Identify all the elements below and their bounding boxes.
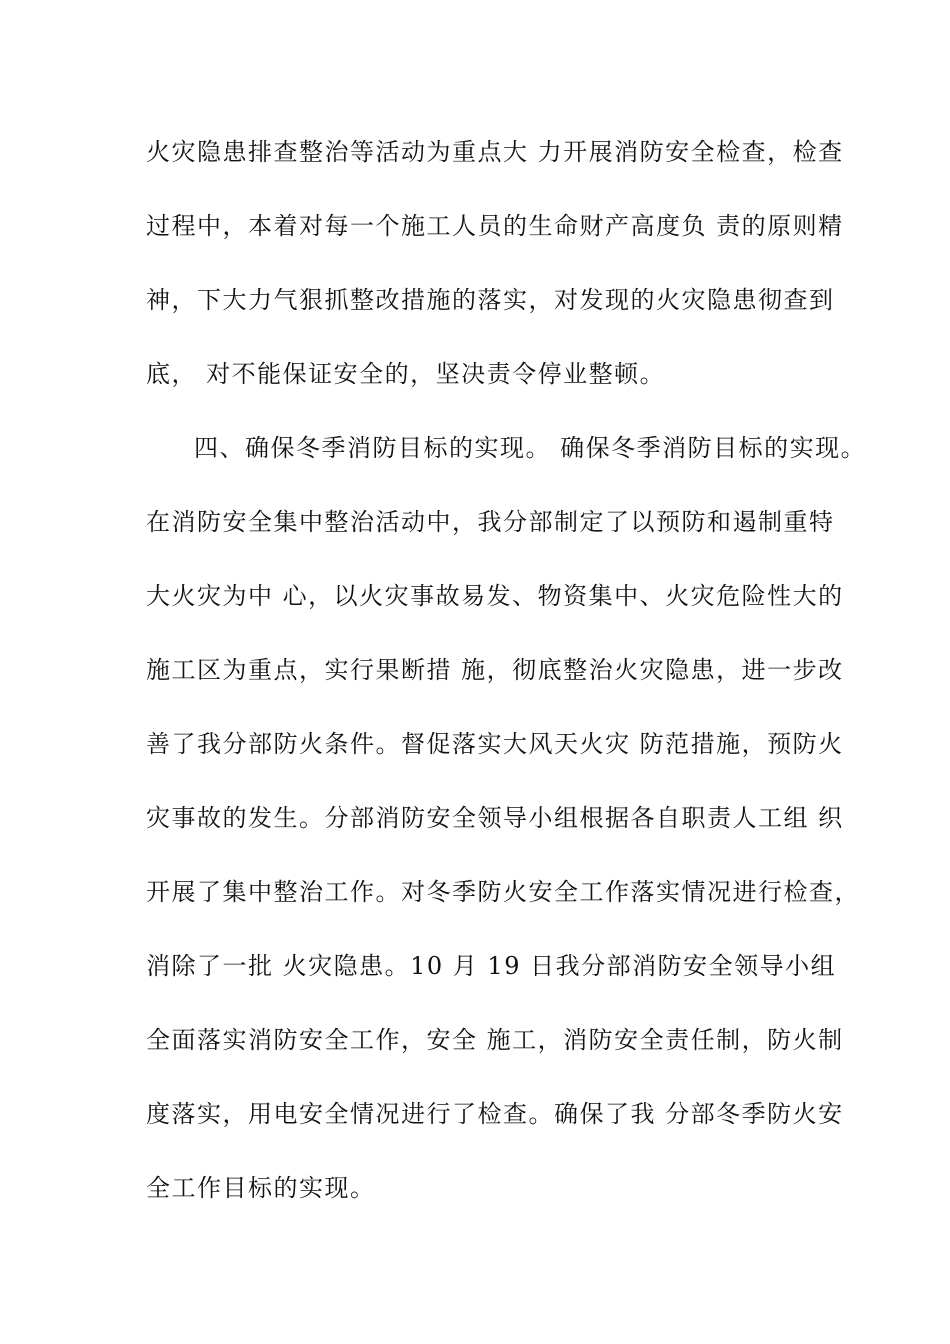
section-heading-line: 四、确保冬季消防目标的实现。 确保冬季消防目标的实现。 [194,434,867,462]
text-line-12: 消除了一批 火灾隐患。10 月 19 日我分部消防安全领导小组 [146,952,837,980]
text-line-10: 灾事故的发生。分部消防安全领导小组根据各自职责人工组 织 [146,804,844,832]
text-line-7: 大火灾为中 心，以火灾事故易发、物资集中、火灾危险性大的 [146,582,844,610]
text-line-9: 善了我分部防火条件。督促落实大风天火灾 防范措施，预防火 [146,730,844,758]
text-line-2: 过程中，本着对每一个施工人员的生命财产高度负 责的原则精 [146,212,844,240]
text-line-13: 全面落实消防安全工作，安全 施工，消防安全责任制，防火制 [146,1026,844,1054]
text-line-4: 底， 对不能保证安全的，坚决责令停业整顿。 [146,360,666,388]
text-line-15: 全工作目标的实现。 [146,1174,376,1202]
text-line-11: 开展了集中整治工作。对冬季防火安全工作落实情况进行检查， [146,878,860,906]
text-line-14: 度落实，用电安全情况进行了检查。确保了我 分部冬季防火安 [146,1100,844,1128]
text-line-3: 神，下大力气狠抓整改措施的落实，对发现的火灾隐患彻查到 [146,286,835,314]
text-line-6: 在消防安全集中整治活动中，我分部制定了以预防和遏制重特 [146,508,835,536]
text-line-8: 施工区为重点，实行果断措 施，彻底整治火灾隐患，进一步改 [146,656,844,684]
text-line-1: 火灾隐患排查整治等活动为重点大 力开展消防安全检查，检查 [146,138,844,166]
